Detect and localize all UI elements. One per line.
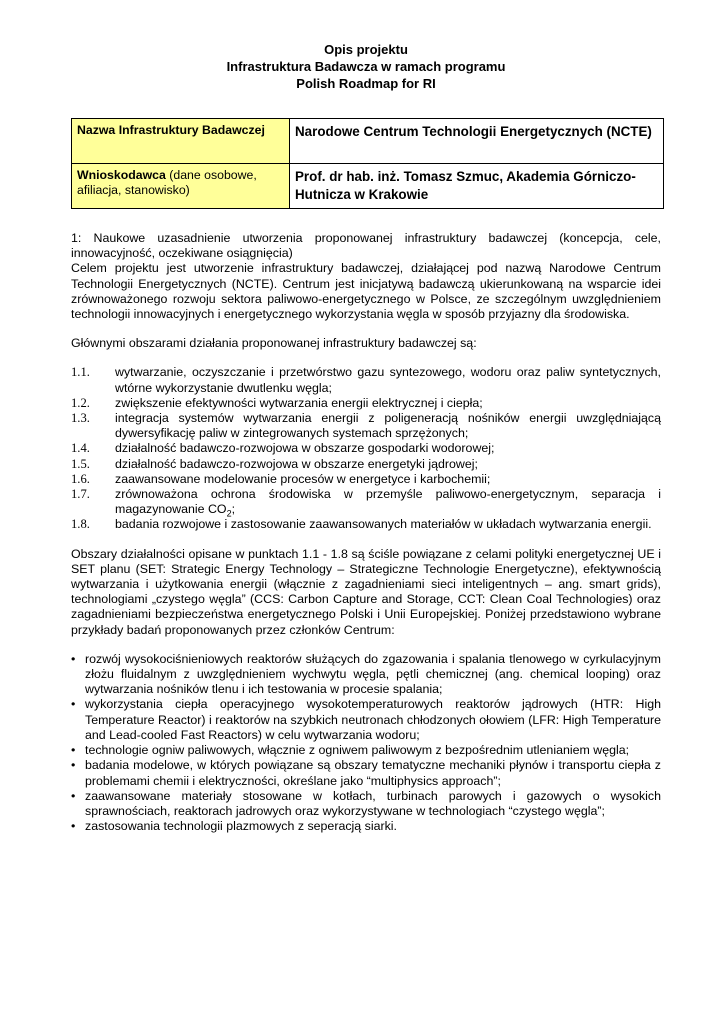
bullet-icon: • bbox=[71, 819, 76, 834]
area-number: 1.8. bbox=[71, 517, 90, 532]
title-line-1: Opis projektu bbox=[324, 42, 408, 57]
area-subscript: 2 bbox=[226, 508, 232, 519]
name-value: Narodowe Centrum Technologii Energetycznych (NCTE) bbox=[290, 119, 664, 164]
area-item bbox=[71, 487, 661, 517]
document-title bbox=[71, 41, 661, 92]
area-item bbox=[71, 517, 661, 532]
area-number: 1.5. bbox=[71, 456, 90, 471]
area-item bbox=[71, 441, 661, 456]
area-text: działalność badawczo-rozwojowa w obszarze gospodarki wodorowej; bbox=[115, 441, 495, 456]
applicant-label-rest: (dane osobowe, afiliacja, stanowisko) bbox=[77, 168, 257, 197]
bullet-icon: • bbox=[71, 743, 76, 758]
example-text: zaawansowane materiały stosowane w kotłach, turbinach parowych i gazowych o wysokich sprawnościach, reaktorach jadrowych oraz wykorzystywane w technologiach “czystego węgla”; bbox=[85, 788, 661, 818]
policy-paragraph: Obszary działalności opisane w punktach 1.1 - 1.8 są ściśle powiązane z celami polityki energetycznej UE i SET planu (SET: Strategic Energy Technology – Strategiczne Technologie Energetyczne), efektywnością wytwarzania i użytkowania energii (włącznie z zagadnieniami sieci inteligentnych – ang. smart grids), technologiami „czystego węgla” (CCS: Carbon Capture and Storage, CCT: Clean Coal Technologies) oraz zagadnieniami bezpieczeństwa energetycznego Polski i Unii Europejskiej. Poniżej przedstawiono wybrane przykłady badań proponowanych przez członków Centrum: bbox=[71, 546, 661, 637]
document-page bbox=[71, 41, 661, 834]
info-row-name bbox=[72, 119, 664, 164]
example-item bbox=[71, 819, 661, 834]
area-text-tail: ; bbox=[231, 502, 236, 517]
example-item bbox=[71, 652, 661, 698]
bullet-icon: • bbox=[71, 651, 76, 666]
example-text: rozwój wysokociśnieniowych reaktorów służących do zgazowania i spalania tlenowego w cyrkulacyjnym złożu fluidalnym z uwzględnieniem wychwytu węgla, pętli chemicznej (ang. chemical looping) oraz wytwarzania nośników tlenu i ich testowania w procesie spalania; bbox=[85, 651, 661, 697]
area-number: 1.2. bbox=[71, 395, 90, 410]
area-text: badania rozwojowe i zastosowanie zaawansowanych materiałów w układach wytwarzania energii. bbox=[115, 517, 652, 532]
name-label: Nazwa Infrastruktury Badawczej bbox=[77, 123, 265, 137]
intro-paragraph: Celem projektu jest utworzenie infrastruktury badawczej, działającej pod nazwą Narodowe Centrum Technologii Energetycznych (NCTE). Centrum jest inicjatywą badawczą ukierunkowaną na wsparcie idei zrównoważonego rozwoju sektora paliwowo-energetycznego w Polsce, ze szczególnym uwzględnieniem technologii innowacyjnych i energetycznego wykorzystania węgla w sposób przyjazny dla środowiska. bbox=[71, 261, 661, 322]
example-text: badania modelowe, w których powiązane są obszary tematyczne mechaniki płynów i transportu ciepła z problemami chemii i elektryczności, określane jako “multiphysics approach”; bbox=[85, 758, 661, 788]
area-number: 1.3. bbox=[71, 411, 90, 426]
applicant-label-cell bbox=[72, 164, 290, 209]
area-item bbox=[71, 396, 661, 411]
area-item bbox=[71, 411, 661, 441]
example-item bbox=[71, 743, 661, 758]
title-line-2: Infrastruktura Badawcza w ramach programu bbox=[226, 59, 506, 74]
bullet-icon: • bbox=[71, 758, 76, 773]
example-text: wykorzystania ciepła operacyjnego wysokotemperaturowych reaktorów jądrowych (HTR: High Temperature Reactor) i reaktorów na szybkich neutronach chłodzonych ołowiem (LFR: High Temperature and Lead-cooled Fast Reactors) w celu wytwarzania wodoru; bbox=[85, 697, 661, 742]
info-table bbox=[71, 118, 664, 209]
area-text: integracja systemów wytwarzania energii z poligeneracją nośników energii uwzględniającą dywersyfikację paliw w zintegrowanych systemach sprzężonych; bbox=[115, 411, 661, 441]
example-item bbox=[71, 789, 661, 819]
bullet-icon: • bbox=[71, 788, 76, 803]
area-number: 1.6. bbox=[71, 471, 90, 486]
area-item bbox=[71, 472, 661, 487]
example-text: zastosowania technologii plazmowych z seperacją siarki. bbox=[85, 819, 397, 834]
section-heading: 1: Naukowe uzasadnienie utworzenia proponowanej infrastruktury badawczej (koncepcja, cele, innowacyjność, oczekiwane osiągnięcia) bbox=[71, 231, 661, 261]
area-item bbox=[71, 365, 661, 395]
area-number: 1.1. bbox=[71, 365, 90, 380]
area-text: działalność badawczo-rozwojowa w obszarze energetyki jądrowej; bbox=[115, 456, 478, 471]
bullet-icon: • bbox=[71, 697, 76, 712]
area-text: zaawansowane modelowanie procesów w energetyce i karbochemii; bbox=[115, 471, 491, 486]
area-text: zrównoważona ochrona środowiska w przemyśle paliwowo-energetycznym, separacja i magazynowanie CO bbox=[115, 487, 661, 517]
info-row-applicant bbox=[72, 164, 664, 209]
areas-intro: Głównymi obszarami działania proponowanej infrastruktury badawczej są: bbox=[71, 336, 477, 351]
applicant-value: Prof. dr hab. inż. Tomasz Szmuc, Akademia Górniczo-Hutnicza w Krakowie bbox=[290, 164, 664, 209]
applicant-label-bold: Wnioskodawca bbox=[77, 168, 166, 182]
example-text: technologie ogniw paliwowych, włącznie z ogniwem paliwowym z bezpośrednim utlenianiem węgla; bbox=[85, 743, 630, 758]
areas-list bbox=[71, 365, 661, 532]
area-item bbox=[71, 457, 661, 472]
area-number: 1.4. bbox=[71, 441, 90, 456]
example-item bbox=[71, 758, 661, 788]
area-text: zwiększenie efektywności wytwarzania energii elektrycznej i ciepła; bbox=[115, 395, 483, 410]
title-line-3: Polish Roadmap for RI bbox=[296, 76, 436, 91]
examples-list bbox=[71, 652, 661, 834]
area-text: wytwarzanie, oczyszczanie i przetwórstwo gazu syntezowego, wodoru oraz paliw syntetycznych, wtórne wykorzystanie dwutlenku węgla; bbox=[115, 365, 661, 395]
example-item bbox=[71, 697, 661, 743]
name-label-cell bbox=[72, 119, 290, 164]
area-number: 1.7. bbox=[71, 487, 90, 502]
